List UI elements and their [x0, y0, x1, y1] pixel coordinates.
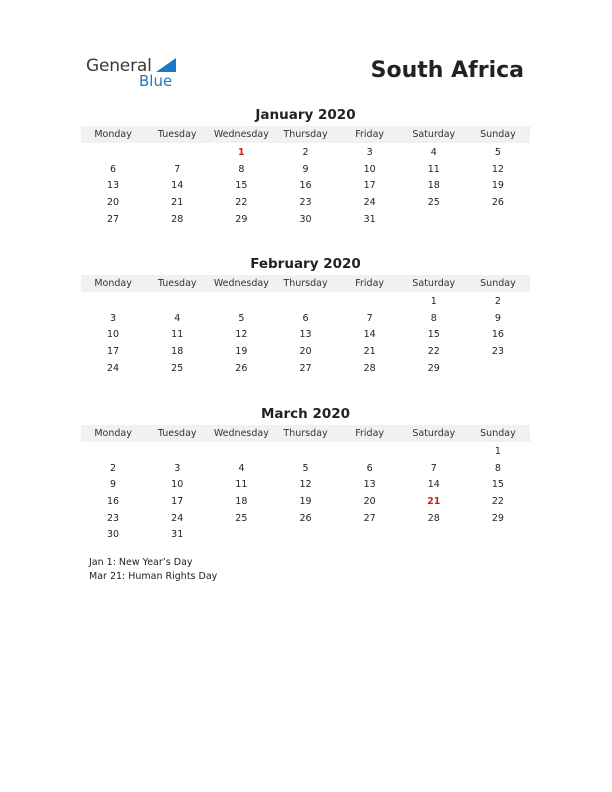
holiday-day-cell: 1 — [238, 146, 245, 158]
weekday-header — [81, 425, 530, 442]
day-cell: 24 — [171, 512, 184, 524]
country-title: South Africa — [370, 58, 524, 83]
day-cell: 11 — [171, 329, 184, 341]
weekday-label: Thursday — [283, 428, 328, 439]
month-calendar-february — [81, 255, 530, 376]
day-cell: 24 — [107, 362, 120, 374]
day-cell: 22 — [235, 196, 248, 208]
day-cell: 22 — [491, 495, 504, 507]
weekday-label: Thursday — [283, 129, 328, 140]
day-cell: 28 — [171, 213, 184, 225]
day-cell: 2 — [110, 462, 117, 474]
day-cell: 3 — [174, 462, 181, 474]
day-cell: 25 — [235, 512, 248, 524]
day-cell: 13 — [363, 479, 376, 491]
week-row — [81, 310, 530, 327]
week-row — [81, 343, 530, 360]
weekday-label: Sunday — [480, 278, 516, 289]
day-cell: 28 — [363, 362, 376, 374]
day-cell: 17 — [107, 345, 120, 357]
day-cell: 13 — [299, 329, 312, 341]
day-cell: 12 — [299, 479, 312, 491]
day-cell: 5 — [494, 146, 501, 158]
day-cell: 3 — [110, 312, 117, 324]
weekday-label: Wednesday — [213, 428, 269, 439]
day-cell: 12 — [235, 329, 248, 341]
weekday-label: Saturday — [412, 278, 456, 289]
day-cell: 31 — [363, 213, 376, 225]
weekday-label: Friday — [355, 129, 385, 140]
day-cell: 25 — [427, 196, 440, 208]
weekday-label: Tuesday — [157, 129, 197, 140]
day-cell: 4 — [430, 146, 437, 158]
day-cell: 3 — [366, 146, 373, 158]
week-row — [81, 177, 530, 194]
day-cell: 16 — [107, 495, 120, 507]
day-cell: 13 — [107, 180, 120, 192]
week-row — [81, 161, 530, 178]
weeks — [81, 442, 530, 543]
day-cell: 29 — [491, 512, 504, 524]
day-cell: 6 — [302, 312, 309, 324]
week-row — [81, 526, 530, 543]
day-cell: 15 — [235, 180, 248, 192]
day-cell: 20 — [107, 196, 120, 208]
day-cell: 5 — [238, 312, 245, 324]
week-row — [81, 211, 530, 228]
day-cell: 25 — [171, 362, 184, 374]
day-cell: 30 — [299, 213, 312, 225]
day-cell: 12 — [491, 163, 504, 175]
day-cell: 21 — [363, 345, 376, 357]
holiday-day-cell: 21 — [427, 495, 441, 507]
weekday-label: Saturday — [412, 129, 456, 140]
day-cell: 16 — [299, 180, 312, 192]
weekday-label: Monday — [94, 129, 132, 140]
day-cell: 29 — [427, 362, 440, 374]
day-cell: 4 — [174, 312, 181, 324]
weekday-header — [81, 126, 530, 143]
day-cell: 7 — [366, 312, 373, 324]
day-cell: 20 — [299, 345, 312, 357]
day-cell: 18 — [235, 495, 248, 507]
day-cell: 8 — [494, 462, 501, 474]
day-cell: 27 — [363, 512, 376, 524]
day-cell: 14 — [363, 329, 376, 341]
weekday-label: Tuesday — [157, 278, 197, 289]
day-cell: 27 — [107, 213, 120, 225]
day-cell: 15 — [427, 329, 440, 341]
week-row — [81, 476, 530, 493]
week-row — [81, 144, 530, 161]
day-cell: 22 — [427, 345, 440, 357]
day-cell: 16 — [491, 329, 504, 341]
holiday-note: Mar 21: Human Rights Day — [89, 571, 218, 582]
week-row — [81, 194, 530, 211]
day-cell: 18 — [427, 180, 440, 192]
day-cell: 1 — [494, 445, 501, 457]
day-cell: 31 — [171, 529, 184, 541]
logo-text-blue: Blue — [139, 72, 173, 90]
weekday-header — [81, 275, 530, 292]
day-cell: 2 — [302, 146, 309, 158]
week-row — [81, 460, 530, 477]
holiday-notes — [89, 556, 217, 584]
day-cell: 24 — [363, 196, 376, 208]
month-title: March 2020 — [260, 406, 351, 422]
month-title: February 2020 — [250, 256, 361, 272]
day-cell: 6 — [110, 163, 117, 175]
logo-triangle-icon — [156, 58, 176, 72]
day-cell: 27 — [299, 362, 312, 374]
day-cell: 9 — [110, 479, 117, 491]
day-cell: 29 — [235, 213, 248, 225]
month-calendar-january — [81, 106, 530, 227]
weekday-label: Saturday — [412, 428, 456, 439]
day-cell: 11 — [235, 479, 248, 491]
weekday-label: Tuesday — [157, 428, 197, 439]
day-cell: 10 — [363, 163, 376, 175]
day-cell: 23 — [299, 196, 312, 208]
day-cell: 30 — [107, 529, 120, 541]
day-cell: 5 — [302, 462, 309, 474]
week-row — [81, 326, 530, 343]
day-cell: 28 — [427, 512, 440, 524]
day-cell: 10 — [107, 329, 120, 341]
weekday-label: Friday — [355, 278, 385, 289]
day-cell: 26 — [235, 362, 248, 374]
day-cell: 23 — [107, 512, 120, 524]
weekday-label: Wednesday — [213, 129, 269, 140]
month-calendar-march — [81, 405, 530, 543]
day-cell: 19 — [299, 495, 312, 507]
month-title: January 2020 — [255, 107, 356, 123]
day-cell: 21 — [171, 196, 184, 208]
day-cell: 17 — [171, 495, 184, 507]
day-cell: 10 — [171, 479, 184, 491]
day-cell: 1 — [430, 295, 437, 307]
weekday-label: Friday — [355, 428, 385, 439]
generalblue-logo — [86, 56, 186, 92]
day-cell: 19 — [491, 180, 504, 192]
weekday-label: Monday — [94, 278, 132, 289]
day-cell: 9 — [302, 163, 309, 175]
weekday-label: Wednesday — [213, 278, 269, 289]
holiday-note: Jan 1: New Year’s Day — [89, 557, 193, 568]
day-cell: 26 — [491, 196, 504, 208]
day-cell: 23 — [491, 345, 504, 357]
week-row — [81, 443, 530, 460]
day-cell: 19 — [235, 345, 248, 357]
day-cell: 20 — [363, 495, 376, 507]
day-cell: 9 — [494, 312, 501, 324]
weekday-label: Thursday — [283, 278, 328, 289]
day-cell: 7 — [174, 163, 181, 175]
week-row — [81, 293, 530, 310]
day-cell: 14 — [427, 479, 440, 491]
logo-text-general: General — [86, 56, 152, 76]
day-cell: 8 — [430, 312, 437, 324]
day-cell: 6 — [366, 462, 373, 474]
weekday-label: Monday — [94, 428, 132, 439]
day-cell: 26 — [299, 512, 312, 524]
weekday-label: Sunday — [480, 129, 516, 140]
day-cell: 11 — [427, 163, 440, 175]
day-cell: 17 — [363, 180, 376, 192]
day-cell: 15 — [491, 479, 504, 491]
day-cell: 18 — [171, 345, 184, 357]
day-cell: 4 — [238, 462, 245, 474]
weeks — [81, 143, 530, 227]
weekday-label: Sunday — [480, 428, 516, 439]
week-row — [81, 493, 530, 510]
day-cell: 8 — [238, 163, 245, 175]
weeks — [81, 292, 530, 376]
week-row — [81, 360, 530, 377]
day-cell: 2 — [494, 295, 501, 307]
day-cell: 7 — [430, 462, 437, 474]
day-cell: 14 — [171, 180, 184, 192]
week-row — [81, 510, 530, 527]
